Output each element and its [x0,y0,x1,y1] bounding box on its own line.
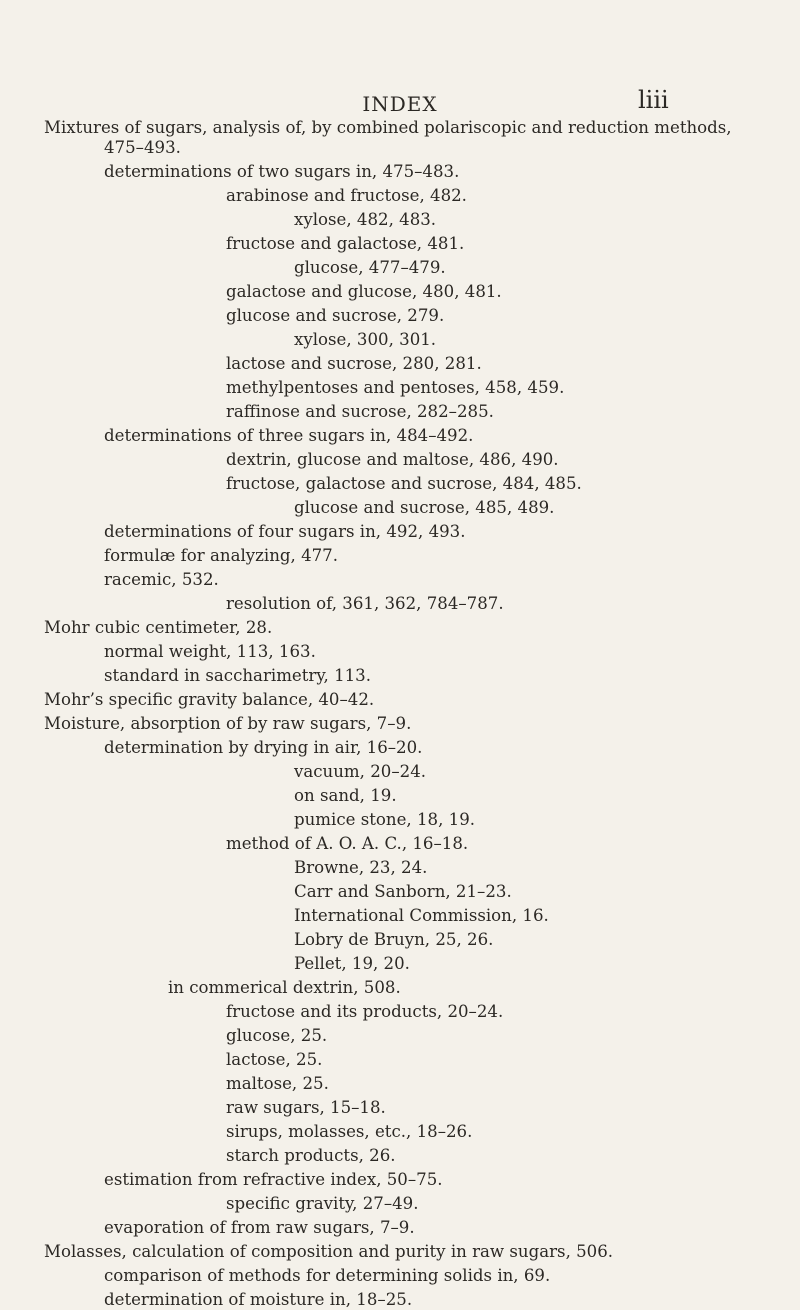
index-entry: determinations of four sugars in, 492, 493. [104,522,466,541]
index-entry: Mohr’s specific gravity balance, 40–42. [44,690,375,709]
index-entry: determination of moisture in, 18–25. [104,1290,413,1309]
index-entry: Mohr cubic centimeter, 28. [44,618,273,637]
index-entry: fructose and its products, 20–24. [226,1002,504,1021]
index-entry: estimation from refractive index, 50–75. [104,1170,443,1189]
index-entry: in commerical dextrin, 508. [168,978,401,997]
index-entry: Browne, 23, 24. [294,858,428,877]
index-entry: determinations of three sugars in, 484–492. [104,426,474,445]
index-entry: racemic, 532. [104,570,219,589]
index-entry: arabinose and fructose, 482. [226,186,467,205]
page-header-title: INDEX [362,92,438,116]
index-entry: glucose and sucrose, 279. [226,306,445,325]
index-entry: raw sugars, 15–18. [226,1098,386,1117]
index-entry: fructose, galactose and sucrose, 484, 485. [226,474,582,493]
index-entry: standard in saccharimetry, 113. [104,666,372,685]
index-entry: sirups, molasses, etc., 18–26. [226,1122,473,1141]
index-entry: xylose, 482, 483. [294,210,437,229]
index-entry: raffinose and sucrose, 282–285. [226,402,494,421]
index-entry: xylose, 300, 301. [294,330,437,349]
index-entry: formulæ for analyzing, 477. [104,546,339,565]
index-entry: dextrin, glucose and maltose, 486, 490. [226,450,559,469]
index-entry: fructose and galactose, 481. [226,234,465,253]
index-entry: method of A. O. A. C., 16–18. [226,834,469,853]
index-entry: glucose and sucrose, 485, 489. [294,498,555,517]
index-entry: Mixtures of sugars, analysis of, by combined polariscopic and reduction methods, [44,118,732,137]
index-entry: comparison of methods for determining solids in, 69. [104,1266,551,1285]
index-entry: starch products, 26. [226,1146,396,1165]
index-entry: vacuum, 20–24. [294,762,427,781]
index-entry: Pellet, 19, 20. [294,954,410,973]
index-entry: resolution of, 361, 362, 784–787. [226,594,504,613]
index-entry: International Commission, 16. [294,906,549,925]
index-entry: maltose, 25. [226,1074,329,1093]
index-entry: lactose and sucrose, 280, 281. [226,354,482,373]
index-entry: Molasses, calculation of composition and purity in raw sugars, 506. [44,1242,614,1261]
index-entry: 475–493. [104,138,181,157]
index-entry: determination by drying in air, 16–20. [104,738,423,757]
index-entry: normal weight, 113, 163. [104,642,316,661]
index-entry: determinations of two sugars in, 475–483. [104,162,460,181]
index-entry: Lobry de Bruyn, 25, 26. [294,930,494,949]
index-entry: glucose, 477–479. [294,258,446,277]
index-entry: glucose, 25. [226,1026,328,1045]
index-entry: pumice stone, 18, 19. [294,810,476,829]
index-entry: methylpentoses and pentoses, 458, 459. [226,378,565,397]
index-entry: lactose, 25. [226,1050,323,1069]
index-entry: galactose and glucose, 480, 481. [226,282,502,301]
index-entry: Moisture, absorption of by raw sugars, 7–9. [44,714,412,733]
page-number: liii [638,86,669,114]
index-entry: Carr and Sanborn, 21–23. [294,882,512,901]
index-entry: on sand, 19. [294,786,397,805]
index-entry: specific gravity, 27–49. [226,1194,419,1213]
index-entry: evaporation of from raw sugars, 7–9. [104,1218,415,1237]
